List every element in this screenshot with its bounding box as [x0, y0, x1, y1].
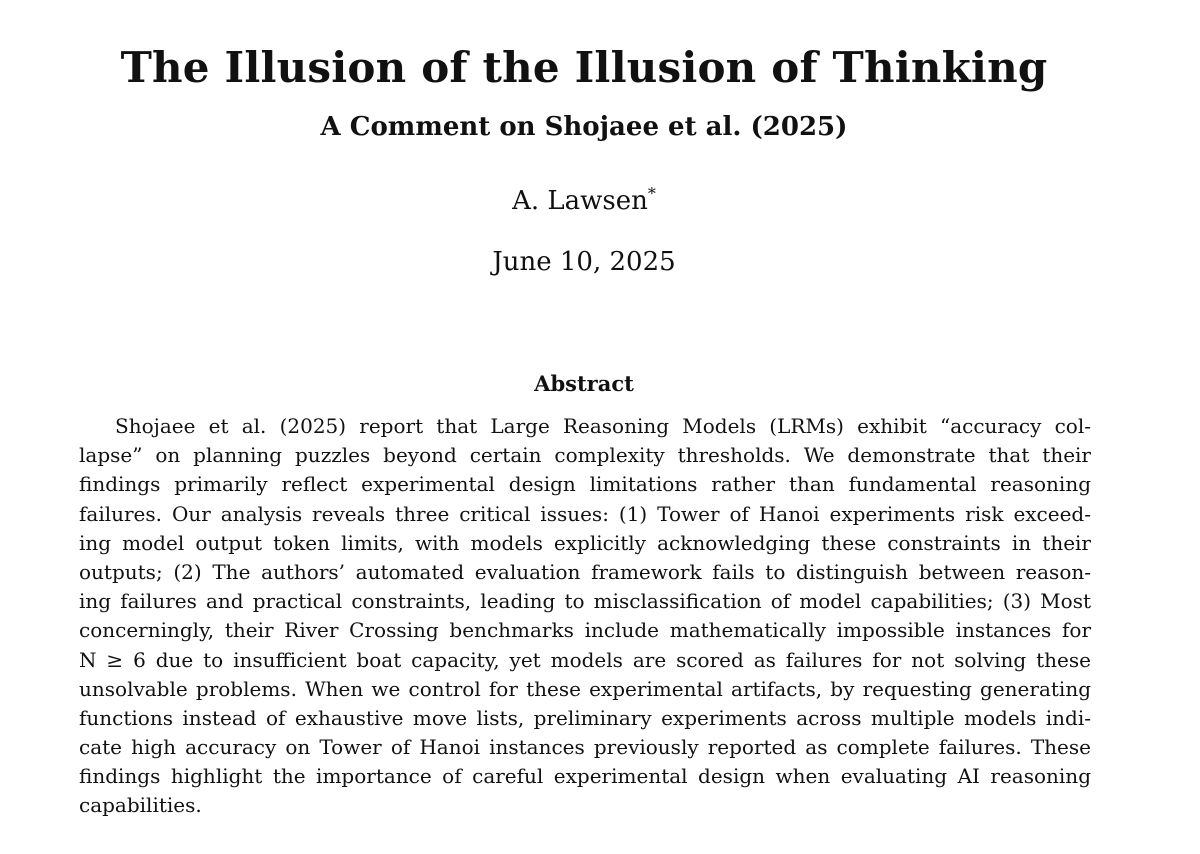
abstract-line-11: functions instead of exhaustive move lists, preliminary experiments across multiple models indi-: [79, 705, 1091, 730]
author-line: [0, 184, 1168, 218]
abstract-line-4: failures. Our analysis reveals three critical issues: (1) Tower of Hanoi experiments risk exceed-: [79, 501, 1091, 526]
abstract-body: [79, 412, 1091, 821]
abstract-line-13: findings highlight the importance of careful experimental design when evaluating AI reasoning: [79, 764, 1091, 789]
paper-date: June 10, 2025: [492, 247, 676, 277]
abstract-line-14: capabilities.: [79, 793, 202, 818]
abstract-line-1: Shojaee et al. (2025) report that Large Reasoning Models (LRMs) exhibit “accuracy col-: [115, 414, 1091, 438]
abstract-line-5: ing model output token limits, with models explicitly acknowledging these constraints in their: [79, 530, 1091, 555]
abstract-line-9: N ≥ 6 due to insufficient boat capacity, yet models are scored as failures for not solving these: [79, 647, 1091, 672]
author-name: A. Lawsen: [512, 186, 648, 216]
author-footnote-mark: *: [647, 184, 656, 203]
abstract-line-2: lapse” on planning puzzles beyond certain complexity thresholds. We demonstrate that their: [79, 443, 1091, 468]
paper-title: The Illusion of the Illusion of Thinking: [120, 43, 1048, 92]
abstract-line-3: findings primarily reflect experimental design limitations rather than fundamental reasoning: [79, 472, 1091, 497]
abstract-heading: Abstract: [534, 371, 634, 396]
paper-subtitle: A Comment on Shojaee et al. (2025): [320, 112, 848, 142]
abstract-line-10: unsolvable problems. When we control for these experimental artifacts, by requesting generating: [79, 676, 1091, 701]
abstract-line-7: ing failures and practical constraints, leading to misclassification of model capabilities; (3) Most: [79, 589, 1091, 614]
abstract-line-8: concerningly, their River Crossing benchmarks include mathematically impossible instances for: [79, 618, 1091, 643]
abstract-line-6: outputs; (2) The authors’ automated evaluation framework fails to distinguish between reason-: [79, 559, 1091, 584]
abstract-line-12: cate high accuracy on Tower of Hanoi instances previously reported as complete failures. These: [79, 735, 1091, 760]
